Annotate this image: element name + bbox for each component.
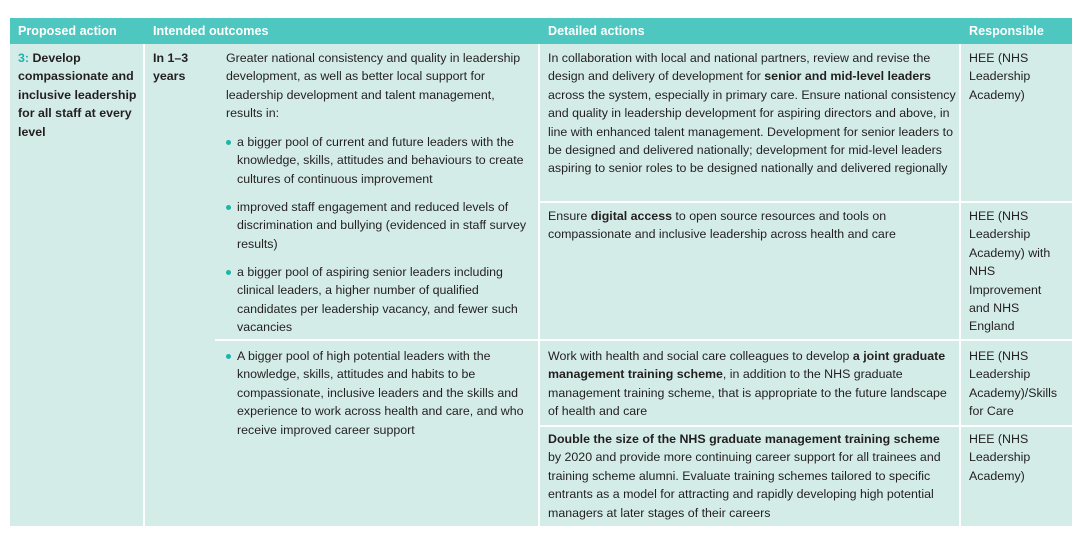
outcomes-intro: Greater national consistency and quality in leadership development, as well as better local support for leadership development and talent management, results in:	[226, 51, 521, 121]
table-header	[10, 18, 1072, 44]
responsible-cell: HEE (NHS Leadership Academy) with NHS Improvement and NHS England	[969, 209, 1051, 334]
action-title: Develop compassionate and inclusive leadership for all staff at every level	[18, 51, 137, 139]
bullet-icon	[226, 140, 231, 145]
row-divider	[538, 201, 1072, 203]
responsible-cell: HEE (NHS Leadership Academy)/Skills for Care	[969, 349, 1058, 419]
detailed-action: In collaboration with local and national partners, review and revise the design and delivery of development for senior and mid-level leaders across the system, especially in primary care. Ensure national consistency and quality in leadership development for aspiring directors and above, in line with enhanced talent management. Development for senior leaders to be designed and delivered nationally; development for mid-level leaders aspiring to senior roles to be designed nationally and delivered regionally	[548, 51, 956, 176]
outcome-bullet: improved staff engagement and reduced levels of discrimination and bullying (evidenced in staff survey results)	[237, 200, 527, 251]
outcome-bullet: A bigger pool of high potential leaders with the knowledge, skills, attitudes and habits to be compassionate, inclusive leaders and the skills and experience to work across health and care, and who receive improved career support	[237, 349, 524, 437]
outcome-bullet: a bigger pool of aspiring senior leaders including clinical leaders, a higher number of qualified candidates per leadership vacancy, and fewer such vacancies	[237, 265, 518, 335]
header-intended-outcomes: Intended outcomes	[153, 24, 269, 38]
detailed-action: Double the size of the NHS graduate management training scheme by 2020 and provide more continuing career support for all trainees and training scheme alumni. Evaluate training schemes tailored to specific entrants as a model for attracting and rapidly developing high potential managers at later stages of their careers	[548, 432, 941, 520]
bullet-icon	[226, 354, 231, 359]
timeframe: In 1–3 years	[153, 51, 189, 84]
responsible-cell: HEE (NHS Leadership Academy)	[969, 432, 1031, 483]
proposed-action-title	[18, 49, 140, 141]
bullet-icon	[226, 270, 231, 275]
column-divider	[143, 44, 145, 526]
detailed-action: Work with health and social care colleagues to develop a joint graduate management training scheme, in addition to the NHS graduate management training scheme, that is appropriate to the future landscape of health and care	[548, 349, 947, 419]
header-responsible: Responsible	[969, 24, 1044, 38]
row-divider	[215, 339, 1072, 341]
bullet-icon	[226, 205, 231, 210]
header-detailed-actions: Detailed actions	[548, 24, 645, 38]
column-divider	[538, 44, 540, 526]
row-divider	[538, 425, 1072, 427]
responsible-cell: HEE (NHS Leadership Academy)	[969, 51, 1031, 102]
outcome-bullet: a bigger pool of current and future leaders with the knowledge, skills, attitudes and behaviours to create cultures of continuous improvement	[237, 135, 524, 186]
header-proposed-action: Proposed action	[18, 24, 117, 38]
detailed-action: Ensure digital access to open source resources and tools on compassionate and inclusive leadership across health and care	[548, 209, 896, 242]
column-divider	[959, 44, 961, 526]
action-number: 3:	[18, 51, 30, 65]
